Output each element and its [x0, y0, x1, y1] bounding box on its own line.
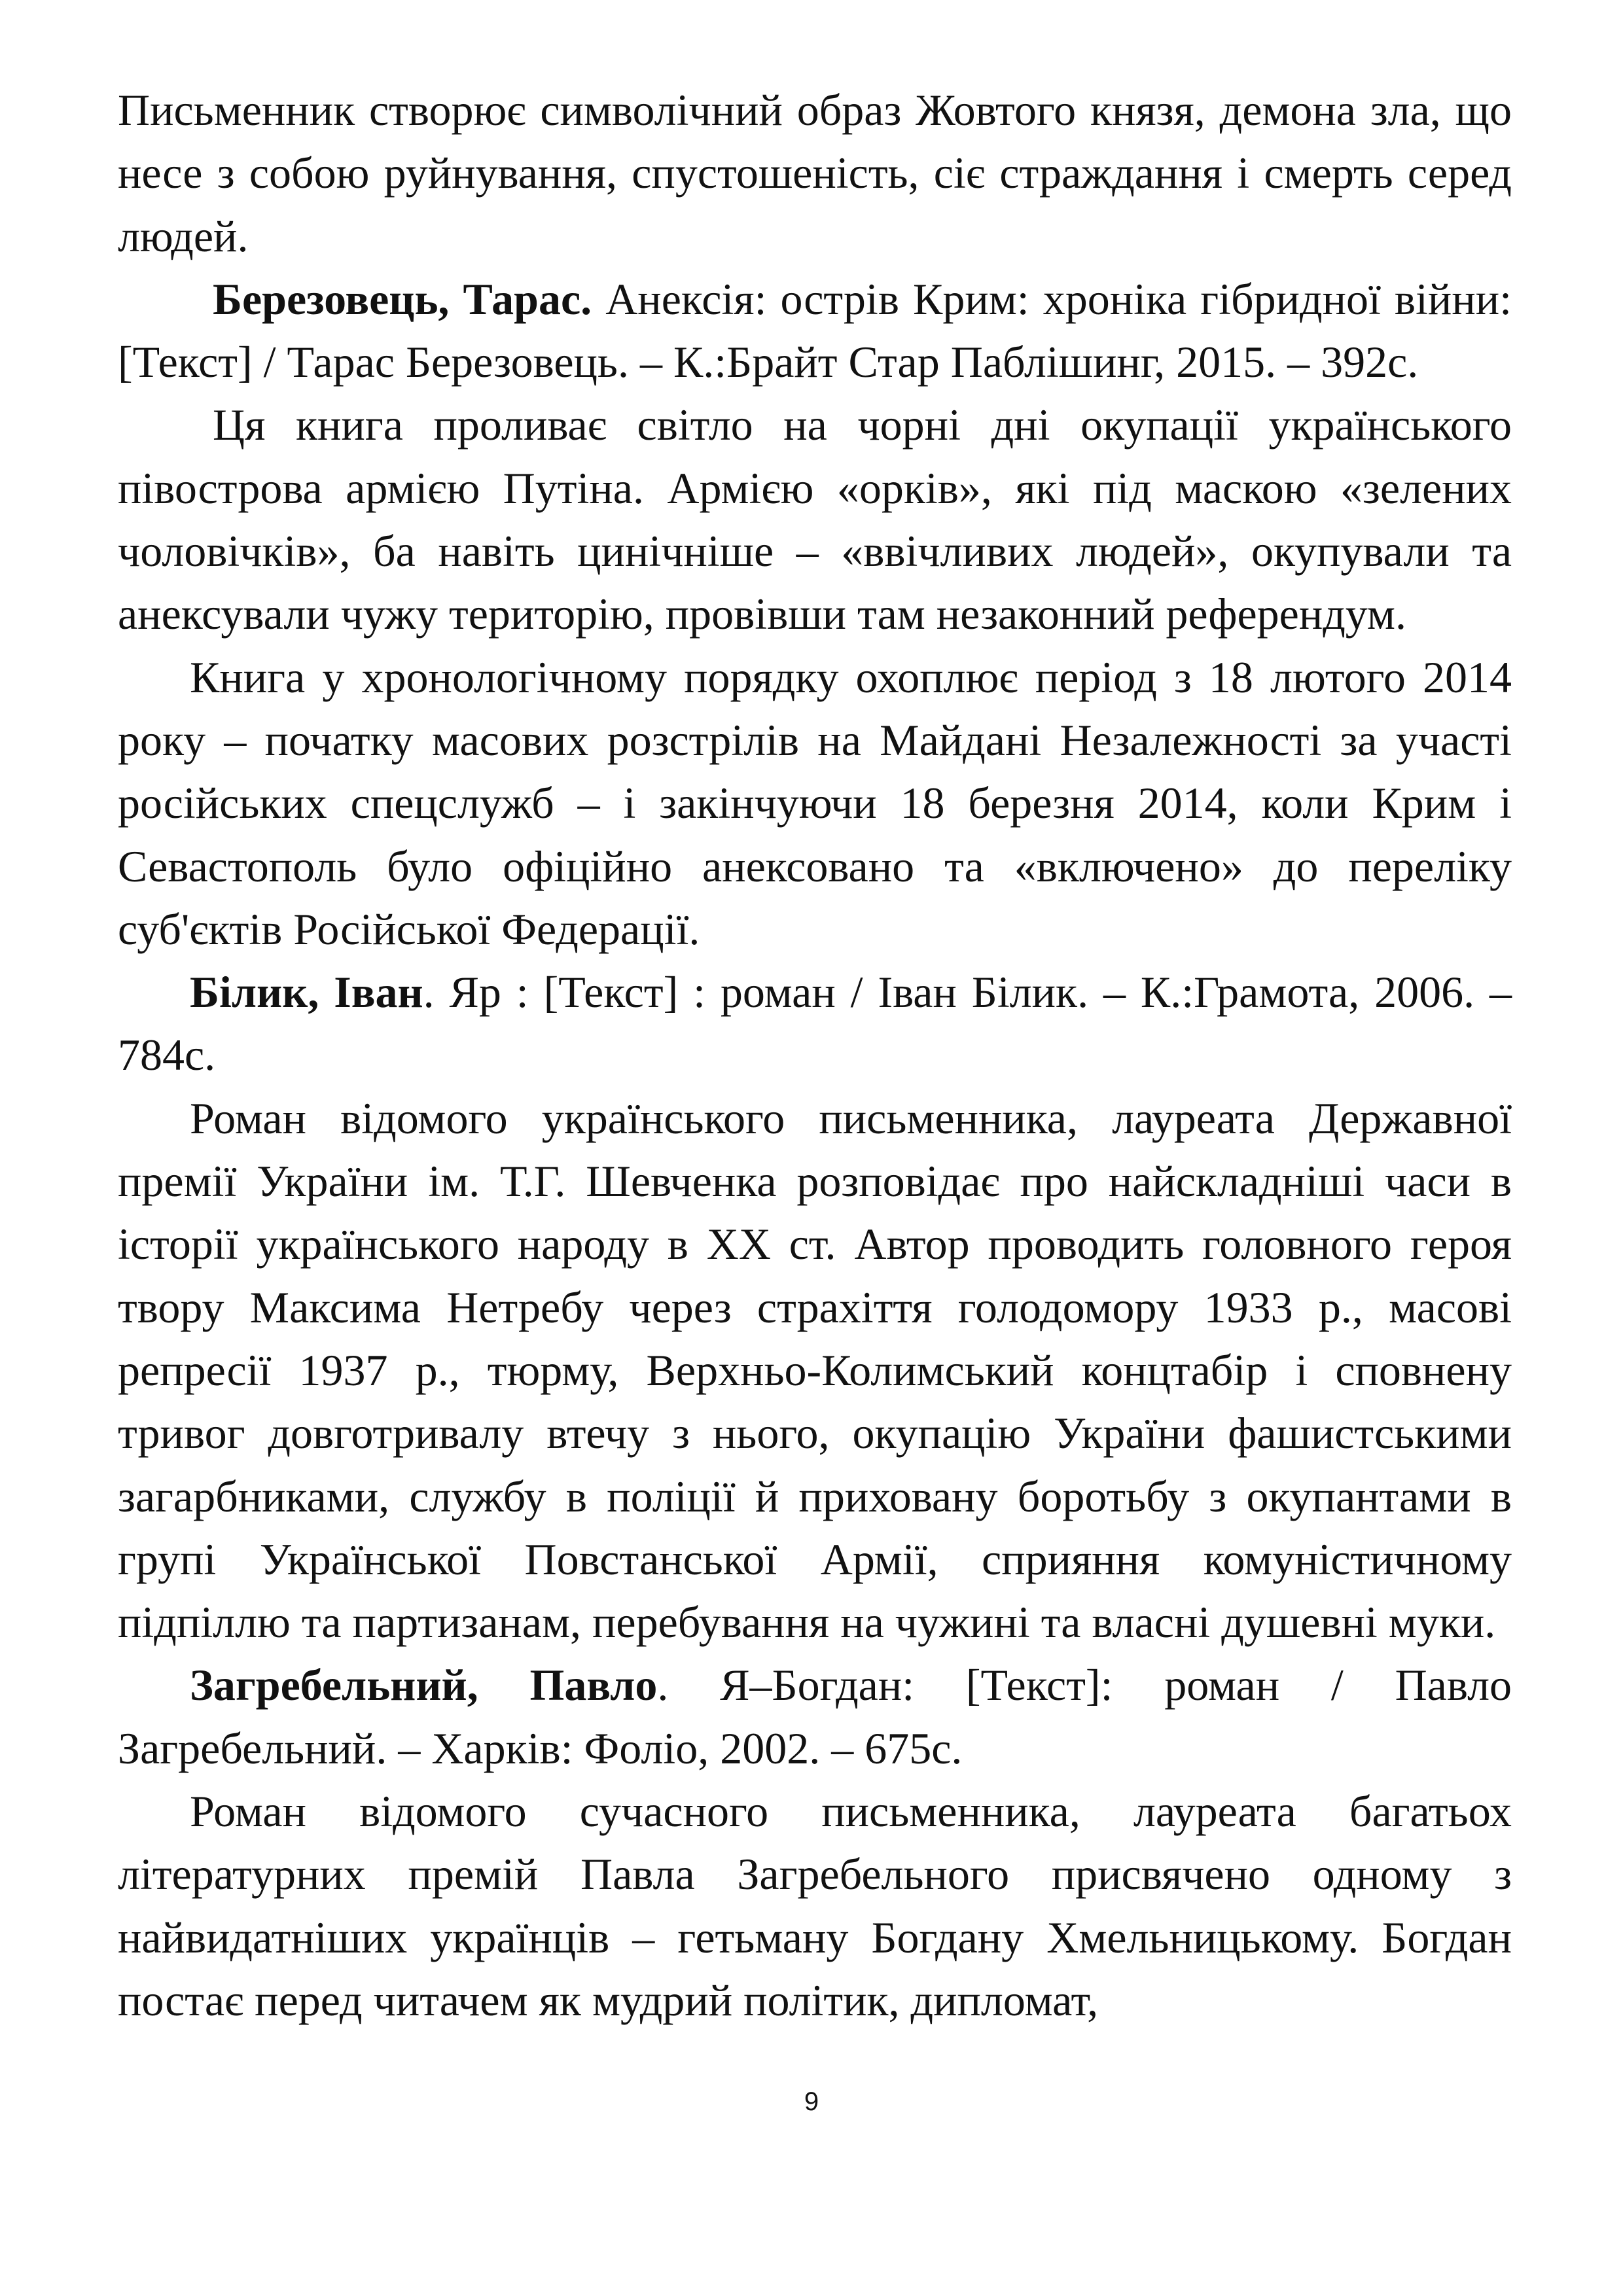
paragraph-text: Роман відомого сучасного письменника, лауреата багатьох літературних премій Павла Загребельного присвячено одному з найвидатніших українців – гетьману Богдану Хмельницькому. Богдан постає перед читачем як мудрий політик, дипломат, — [118, 1786, 1512, 2025]
paragraph-chronology-summary — [118, 646, 1512, 961]
paragraph-text: Роман відомого українського письменника, лауреата Державної премії України ім. Т.Г. Шевченка розповідає про найскладніші часи в історії українського народу в ХХ ст. Автор проводить головного героя твору Максима Нетребу через страхіття голодомору 1933 р., масові репресії 1937 р., тюрму, Верхньо-Колимський концтабір і сповнену тривог довготривалу втечу з нього, окупацію України фашистськими загарбниками, службу в поліції й приховану боротьбу з окупантами в групі Української Повстанської Армії, сприяння комуністичному підпіллю та партизанам, перебування на чужині та власні душевні муки. — [118, 1093, 1512, 1648]
entry-citation: . Яр : [Текст] : роман / Іван Білик. – К.:Грамота, 2006. – 784с. — [118, 967, 1512, 1080]
author-name: Білик, Іван — [190, 967, 423, 1017]
author-name: Березовець, Тарас. — [213, 274, 592, 324]
paragraph-yellow-prince-summary — [118, 79, 1512, 268]
page-number: 9 — [804, 2087, 819, 2116]
author-name: Загребельний, Павло — [190, 1660, 658, 1710]
paragraph-annexation-summary — [118, 393, 1512, 645]
paragraph-text: Ця книга проливає світло на чорні дні окупації українського півострова армією Путіна. Армією «орків», які під маскою «зелених чоловічків», ба навіть цинічніше – «ввічливих людей», окупували та анексували чужу територію, провівши там незаконний референдум. — [118, 400, 1512, 639]
paragraph-yar-summary — [118, 1087, 1512, 1654]
bibliography-entry-zahrebelnyi — [118, 1653, 1512, 1780]
bibliography-entry-berezovets — [118, 268, 1512, 394]
entry-citation: Анексія: острів Крим: хроніка гібридної війни: [Текст] / Тарас Березовець. – К.:Брайт Стар Паблішинг, 2015. – 392с. — [118, 274, 1512, 387]
paragraph-text: Письменник створює символічний образ Жовтого князя, демона зла, що несе з собою руйнування, спустошеність, сіє страждання і смерть серед людей. — [118, 85, 1512, 261]
paragraph-ya-bohdan-summary — [118, 1780, 1512, 2032]
paragraph-text: Книга у хронологічному порядку охоплює період з 18 лютого 2014 року – початку масових розстрілів на Майдані Незалежності за участі російських спецслужб – і закінчуючи 18 березня 2014, коли Крим і Севастополь було офіційно анексовано та «включено» до переліку суб'єктів Російської Федерації. — [118, 652, 1512, 954]
bibliography-entry-bilyk — [118, 961, 1512, 1087]
page-body — [118, 79, 1512, 2032]
entry-citation: . Я–Богдан: [Текст]: роман / Павло Загребельний. – Харків: Фоліо, 2002. – 675с. — [118, 1660, 1512, 1773]
